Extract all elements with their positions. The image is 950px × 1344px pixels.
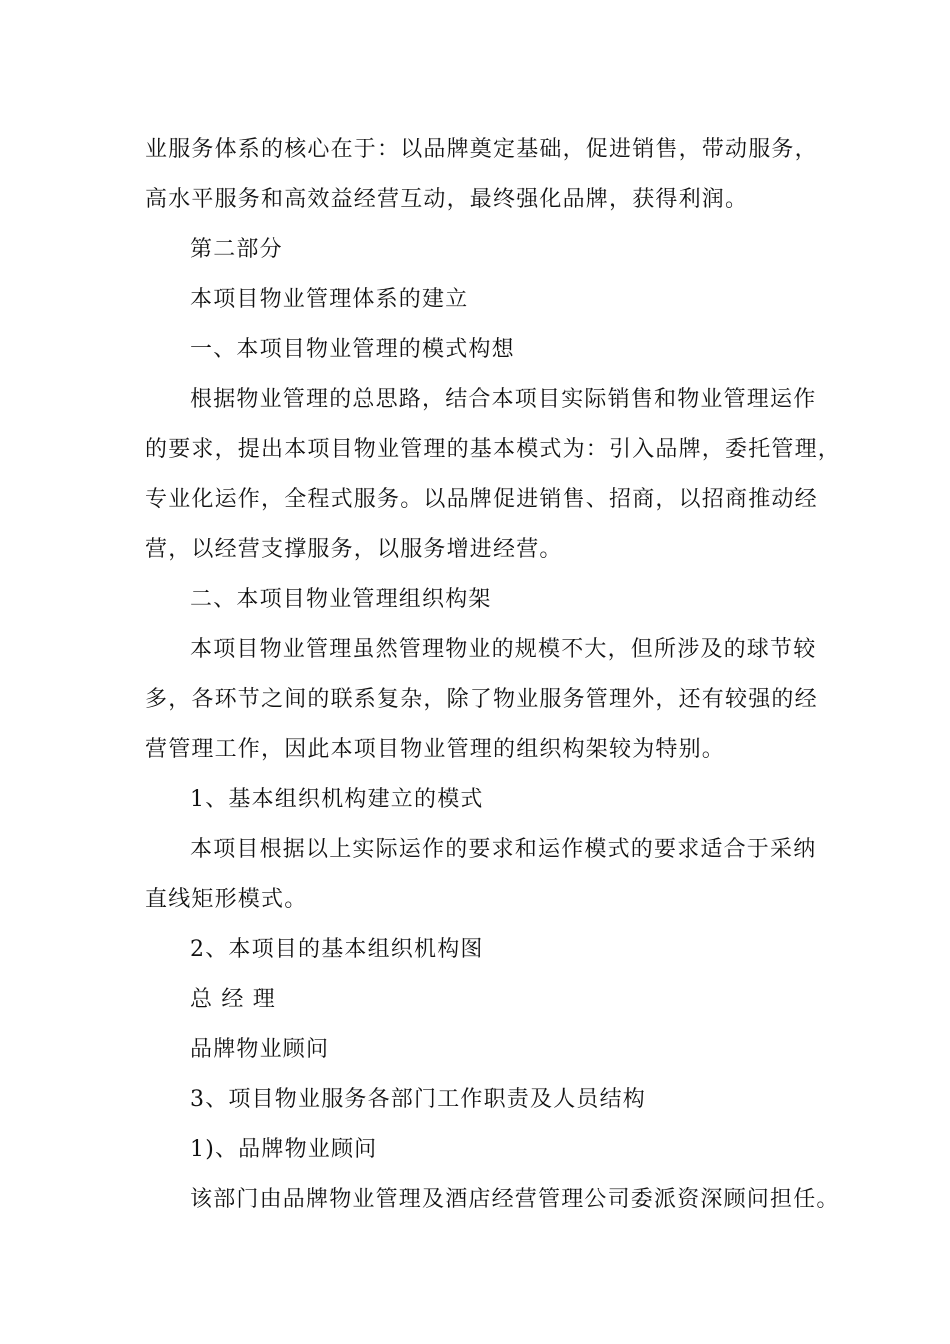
item-heading-2: 2、本项目的基本组织机构图 [190,937,484,962]
org-chart-brand-consultant: 品牌物业顾问 [190,1037,330,1062]
org-chart-general-manager: 总 经 理 [190,987,276,1012]
paragraph-line-5: 专业化运作，全程式服务。以品牌促进销售、招商，以招商推动经 [145,487,818,512]
paragraph-line-11: 直线矩形模式。 [145,887,308,912]
paragraph-line-6: 营，以经营支撑服务，以服务增进经营。 [145,537,563,562]
subsection-heading-1: 一、本项目物业管理的模式构想 [190,337,515,362]
paragraph-line-12: 该部门由品牌物业管理及酒店经营管理公司委派资深顾问担任。 [190,1187,840,1212]
item-heading-3: 3、项目物业服务各部门工作职责及人员结构 [190,1087,646,1112]
paragraph-line-4: 的要求，提出本项目物业管理的基本模式为：引入品牌，委托管理， [145,437,842,462]
section-title: 本项目物业管理体系的建立 [190,287,469,312]
paragraph-line-2: 高水平服务和高效益经营互动，最终强化品牌，获得利润。 [145,187,749,212]
paragraph-line-9: 营管理工作，因此本项目物业管理的组织构架较为特别。 [145,737,726,762]
item-heading-1: 1、基本组织机构建立的模式 [190,787,484,812]
paragraph-line-8: 多，各环节之间的联系复杂，除了物业服务管理外，还有较强的经 [145,687,818,712]
paragraph-line-10: 本项目根据以上实际运作的要求和运作模式的要求适合于采纳 [190,837,817,862]
paragraph-line-7: 本项目物业管理虽然管理物业的规模不大，但所涉及的球节较 [190,637,817,662]
subsection-heading-2: 二、本项目物业管理组织构架 [190,587,492,612]
part-heading: 第二部分 [190,237,283,262]
sub-item-heading-1: 1)、品牌物业顾问 [190,1137,378,1162]
paragraph-line-3: 根据物业管理的总思路，结合本项目实际销售和物业管理运作 [190,387,817,412]
paragraph-line-1: 业服务体系的核心在于：以品牌奠定基础，促进销售，带动服务， [145,137,818,162]
